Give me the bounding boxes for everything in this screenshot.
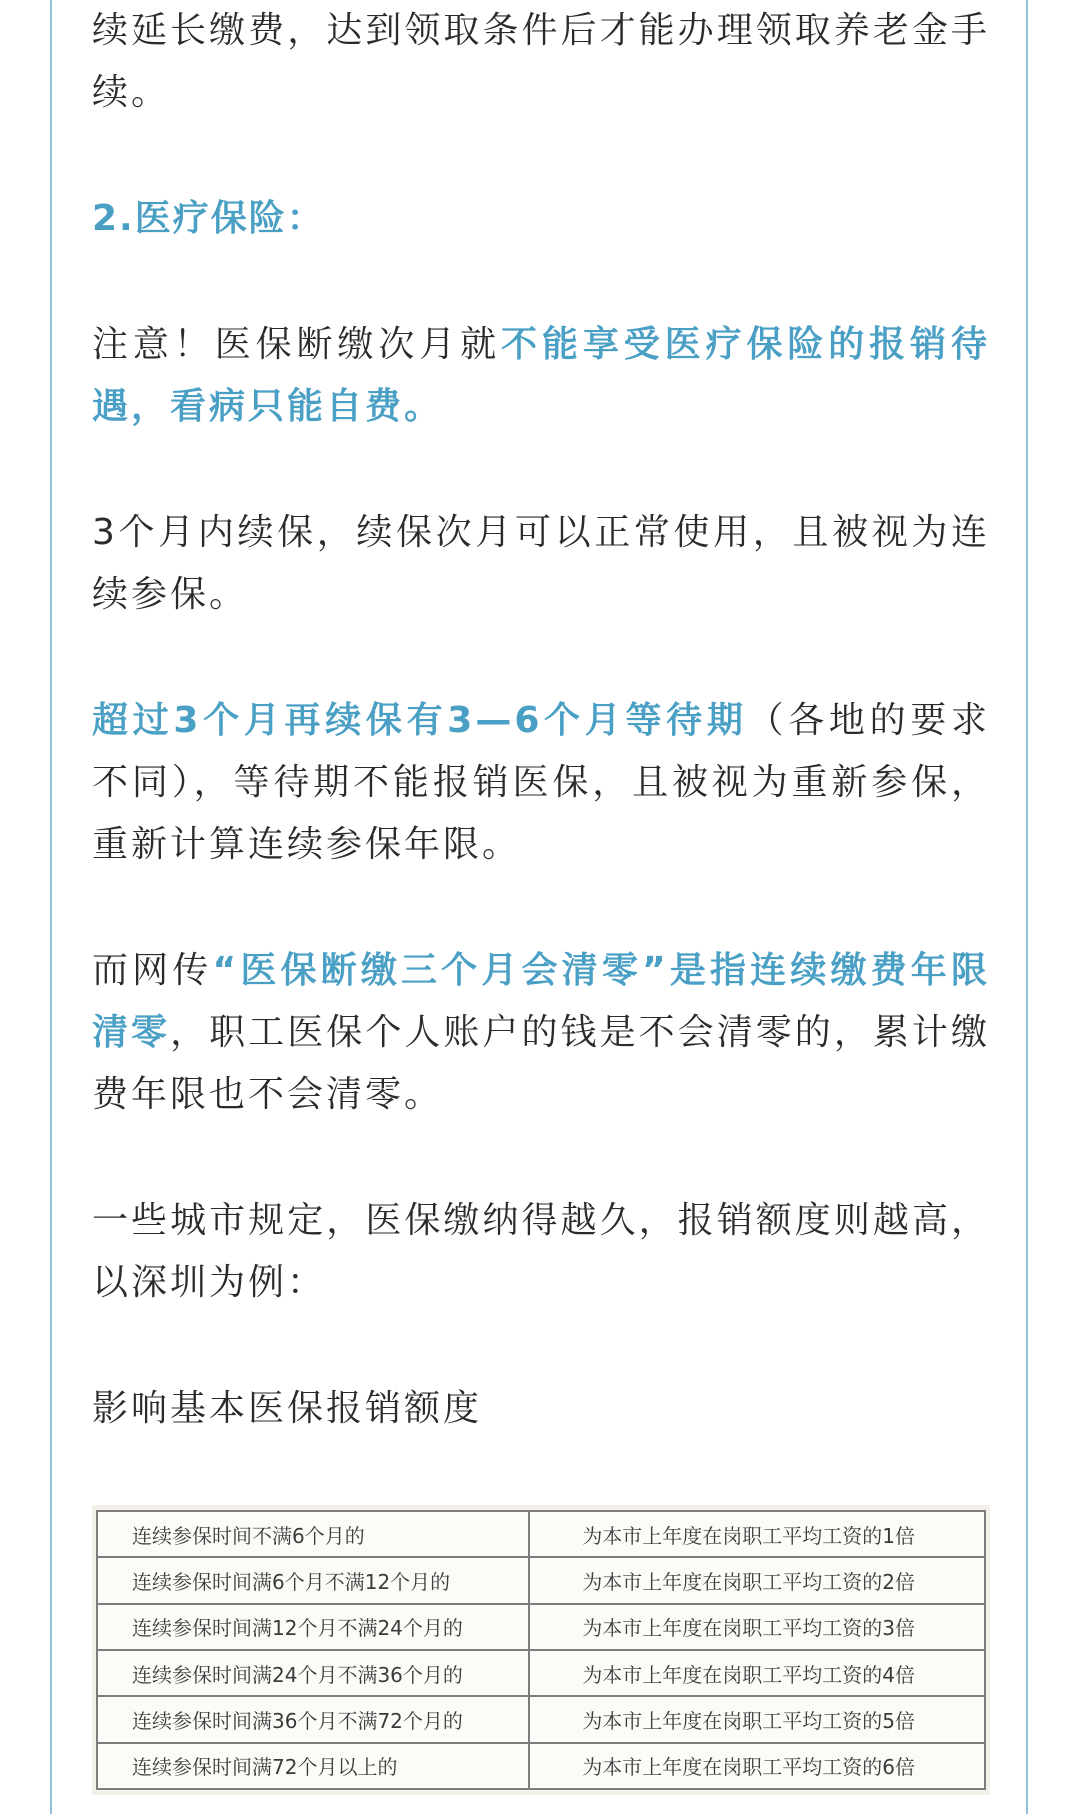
- table-cell-condition: 连续参保时间满6个月不满12个月的: [97, 1557, 529, 1603]
- paragraph-rumor: [92, 940, 990, 1126]
- table-cell-limit: 为本市上年度在岗职工平均工资的2倍: [529, 1557, 985, 1603]
- rumor-text-suffix: ，职工医保个人账户的钱是不会清零的，累计缴费年限也不会清零。: [92, 1012, 990, 1115]
- table-row: [97, 1511, 985, 1557]
- table-row: [97, 1604, 985, 1650]
- waiting-period-highlight: 超过3个月再续保有3—6个月等待期: [92, 700, 748, 741]
- section-heading-medical-insurance: 2.医疗保险：: [92, 198, 325, 239]
- table-cell-limit: 为本市上年度在岗职工平均工资的6倍: [529, 1743, 985, 1789]
- notice-highlight: 不能享受医疗保险的报销待遇，看病只能自费。: [92, 324, 990, 427]
- table-row: [97, 1650, 985, 1696]
- table-cell-condition: 连续参保时间满12个月不满24个月的: [97, 1604, 529, 1650]
- table-cell-limit: 为本市上年度在岗职工平均工资的1倍: [529, 1511, 985, 1557]
- table-cell-limit: 为本市上年度在岗职工平均工资的3倍: [529, 1604, 985, 1650]
- waiting-period-text: （各地的要求不同），等待期不能报销医保，且被视为重新参保，重新计算连续参保年限。: [92, 700, 990, 865]
- table-cell-limit: 为本市上年度在岗职工平均工资的5倍: [529, 1696, 985, 1742]
- paragraph-waiting-period: [92, 690, 990, 876]
- table-row: [97, 1743, 985, 1789]
- reimbursement-table-image: [92, 1505, 990, 1795]
- table-cell-condition: 连续参保时间满72个月以上的: [97, 1743, 529, 1789]
- paragraph-pension-continue: 续延长缴费，达到领取条件后才能办理领取养老金手续。: [92, 10, 990, 113]
- table-row: [97, 1696, 985, 1742]
- table-cell-condition: 连续参保时间满24个月不满36个月的: [97, 1650, 529, 1696]
- paragraph-table-caption: 影响基本医保报销额度: [92, 1388, 483, 1429]
- notice-text: 注意！医保断缴次月就: [92, 324, 502, 365]
- table-cell-limit: 为本市上年度在岗职工平均工资的4倍: [529, 1650, 985, 1696]
- paragraph-three-months: 3个月内续保，续保次月可以正常使用，且被视为连续参保。: [92, 512, 990, 615]
- rumor-highlight: “医保断缴三个月会清零”是指连续缴费年限清零: [92, 950, 990, 1053]
- paragraph-shenzhen-example: 一些城市规定，医保缴纳得越久，报销额度则越高，以深圳为例：: [92, 1200, 990, 1303]
- table-cell-condition: 连续参保时间不满6个月的: [97, 1511, 529, 1557]
- rumor-text-prefix: 而网传: [92, 950, 213, 991]
- table-cell-condition: 连续参保时间满36个月不满72个月的: [97, 1696, 529, 1742]
- paragraph-notice: [92, 314, 990, 438]
- table-row: [97, 1557, 985, 1603]
- reimbursement-table: [96, 1510, 986, 1790]
